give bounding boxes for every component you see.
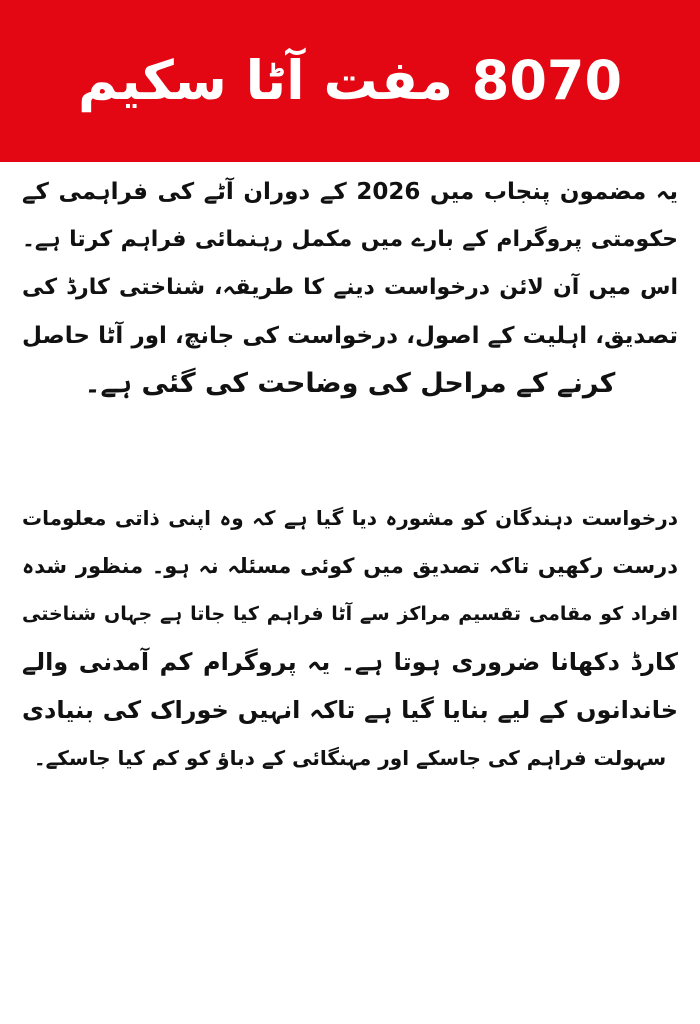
paragraph-details: [22, 494, 678, 782]
text-line: حکومتی پروگرام کے بارے میں مکمل رہنمائی فراہم کرتا ہے۔: [22, 227, 678, 252]
text-line: تصدیق، اہلیت کے اصول، درخواست کی جانچ، اور آٹا حاصل: [22, 323, 678, 349]
text-line: افراد کو مقامی تقسیم مراکز سے آٹا فراہم کیا جاتا ہے جہاں شناختی: [22, 603, 678, 625]
text-line: اس میں آن لائن درخواست دینے کا طریقہ، شناختی کارڈ کی: [22, 275, 678, 300]
text-line: درست رکھیں تاکہ تصدیق میں کوئی مسئلہ نہ ہو۔ منظور شدہ: [22, 554, 678, 578]
paragraph-intro: [22, 168, 678, 408]
text-line: درخواست دہندگان کو مشورہ دیا گیا ہے کہ وہ اپنی ذاتی معلومات: [22, 506, 678, 530]
banner-title: 8070 مفت آٹا سکیم: [77, 49, 623, 112]
title-banner: [0, 0, 700, 162]
text-line: خاندانوں کے لیے بنایا گیا ہے تاکہ انہیں خوراک کی بنیادی: [22, 696, 678, 724]
article-body: [22, 168, 678, 782]
text-line: کارڈ دکھانا ضروری ہوتا ہے۔ یہ پروگرام کم آمدنی والے: [22, 648, 678, 676]
paragraph-spacer: [22, 408, 678, 494]
text-line: کرنے کے مراحل کی وضاحت کی گئی ہے۔: [84, 368, 616, 399]
text-line: یہ مضمون پنجاب میں 2026 کے دوران آٹے کی فراہمی کے: [22, 179, 678, 205]
text-line: سہولت فراہم کی جاسکے اور مہنگائی کے دباؤ کو کم کیا جاسکے۔: [33, 746, 667, 770]
